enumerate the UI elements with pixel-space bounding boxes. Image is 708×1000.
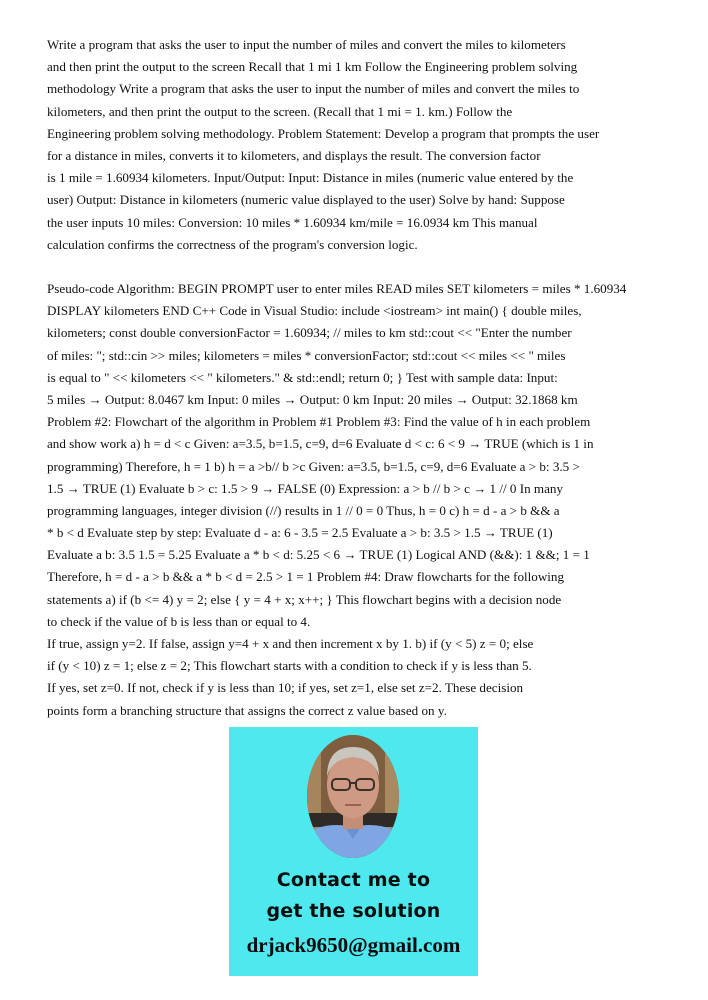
- text-line: points form a branching structure that assigns the correct z value based on y.: [47, 702, 447, 718]
- text-line: 5 miles → Output: 8.0467 km Input: 0 miles → Output: 0 km Input: 20 miles → Output: 32.1868 km: [47, 391, 578, 407]
- text-line: and then print the output to the screen Recall that 1 mi 1 km Follow the Engineering problem solving: [47, 59, 578, 75]
- text-line: DISPLAY kilometers END C++ Code in Visual Studio: include <iostream> int main() { double miles,: [47, 303, 582, 319]
- text-line: Engineering problem solving methodology. Problem Statement: Develop a program that prompts the user: [47, 125, 600, 141]
- text-line: calculation confirms the correctness of the program's conversion logic.: [47, 236, 418, 252]
- text-line: user) Output: Distance in kilometers (numeric value displayed to the user) Solve by hand: Suppose: [47, 192, 565, 208]
- contact-email: drjack9650@gmail.com: [246, 933, 461, 957]
- text-line: Problem #2: Flowchart of the algorithm in Problem #1 Problem #3: Find the value of h in each problem: [47, 414, 591, 430]
- text-line: kilometers, and then print the output to the screen. (Recall that 1 mi = 1. km.) Follow the: [47, 103, 513, 119]
- contact-heading-line-1: Contact me to: [276, 869, 431, 891]
- text-line: Therefore, h = d - a > b && a * b < d = 2.5 > 1 = 1 Problem #4: Draw flowcharts for the following: [47, 569, 565, 585]
- contact-heading-line-2: get the solution: [266, 900, 441, 922]
- text-line: to check if the value of b is less than or equal to 4.: [47, 613, 311, 629]
- contact-card-image: [229, 727, 478, 976]
- text-line: Write a program that asks the user to input the number of miles and convert the miles to kilometers: [47, 37, 566, 52]
- text-line: programming) Therefore, h = 1 b) h = a >b// b >c Given: a=3.5, b=1.5, c=9, d=6 Evaluate a > b: 3.5 >: [47, 458, 580, 474]
- text-line: * b < d Evaluate step by step: Evaluate d - a: 6 - 3.5 = 2.5 Evaluate a > b: 3.5 > 1.5 → TRUE (1): [47, 525, 553, 541]
- text-line: if (y < 10) z = 1; else z = 2; This flowchart starts with a condition to check if y is less than 5.: [47, 658, 532, 674]
- paragraph-pseudocode-and-problems: [47, 278, 626, 633]
- text-line: is equal to " << kilometers << " kilometers." & std::endl; return 0; } Test with sample data: Input:: [47, 369, 558, 385]
- text-line: Evaluate a b: 3.5 1.5 = 5.25 Evaluate a * b < d: 5.25 < 6 → TRUE (1) Logical AND (&&): 1 &&; 1 = 1: [47, 547, 590, 563]
- text-line: programming languages, integer division (//) results in 1 // 0 = 0 Thus, h = 0 c) h = d - a > b && a: [47, 502, 560, 518]
- text-line: for a distance in miles, converts it to kilometers, and displays the result. The conversion factor: [47, 147, 541, 163]
- paragraph-flowchart-description: [47, 633, 533, 722]
- text-line: If true, assign y=2. If false, assign y=4 + x and then increment x by 1. b) if (y < 5) z = 0; else: [47, 636, 534, 651]
- text-line: kilometers; const double conversionFactor = 1.60934; // miles to km std::cout << "Enter the number: [47, 325, 572, 341]
- text-line: and show work a) h = d < c Given: a=3.5, b=1.5, c=9, d=6 Evaluate d < c: 6 < 9 → TRUE (which is 1 in: [47, 436, 594, 452]
- text-line: the user inputs 10 miles: Conversion: 10 miles * 1.60934 km/mile = 16.0934 km This manual: [47, 214, 538, 230]
- portrait-photo: [307, 735, 399, 858]
- text-line: is 1 mile = 1.60934 kilometers. Input/Output: Input: Distance in miles (numeric value entered by the: [47, 170, 574, 186]
- text-line: of miles: "; std::cin >> miles; kilometers = miles * conversionFactor; std::cout << miles << " miles: [47, 347, 566, 363]
- text-line: statements a) if (b <= 4) y = 2; else { y = 4 + x; x++; } This flowchart begins with a decision node: [47, 591, 562, 607]
- text-line: If yes, set z=0. If not, check if y is less than 10; if yes, set z=1, else set z=2. These decision: [47, 680, 524, 696]
- paragraph-problem-statement: [47, 34, 599, 256]
- text-line: methodology Write a program that asks the user to input the number of miles and convert the miles to: [47, 81, 580, 97]
- text-line: 1.5 → TRUE (1) Evaluate b > c: 1.5 > 9 → FALSE (0) Expression: a > b // b > c → 1 // 0 In many: [47, 480, 563, 496]
- text-line: Pseudo-code Algorithm: BEGIN PROMPT user to enter miles READ miles SET kilometers = miles * 1.60934: [47, 281, 627, 296]
